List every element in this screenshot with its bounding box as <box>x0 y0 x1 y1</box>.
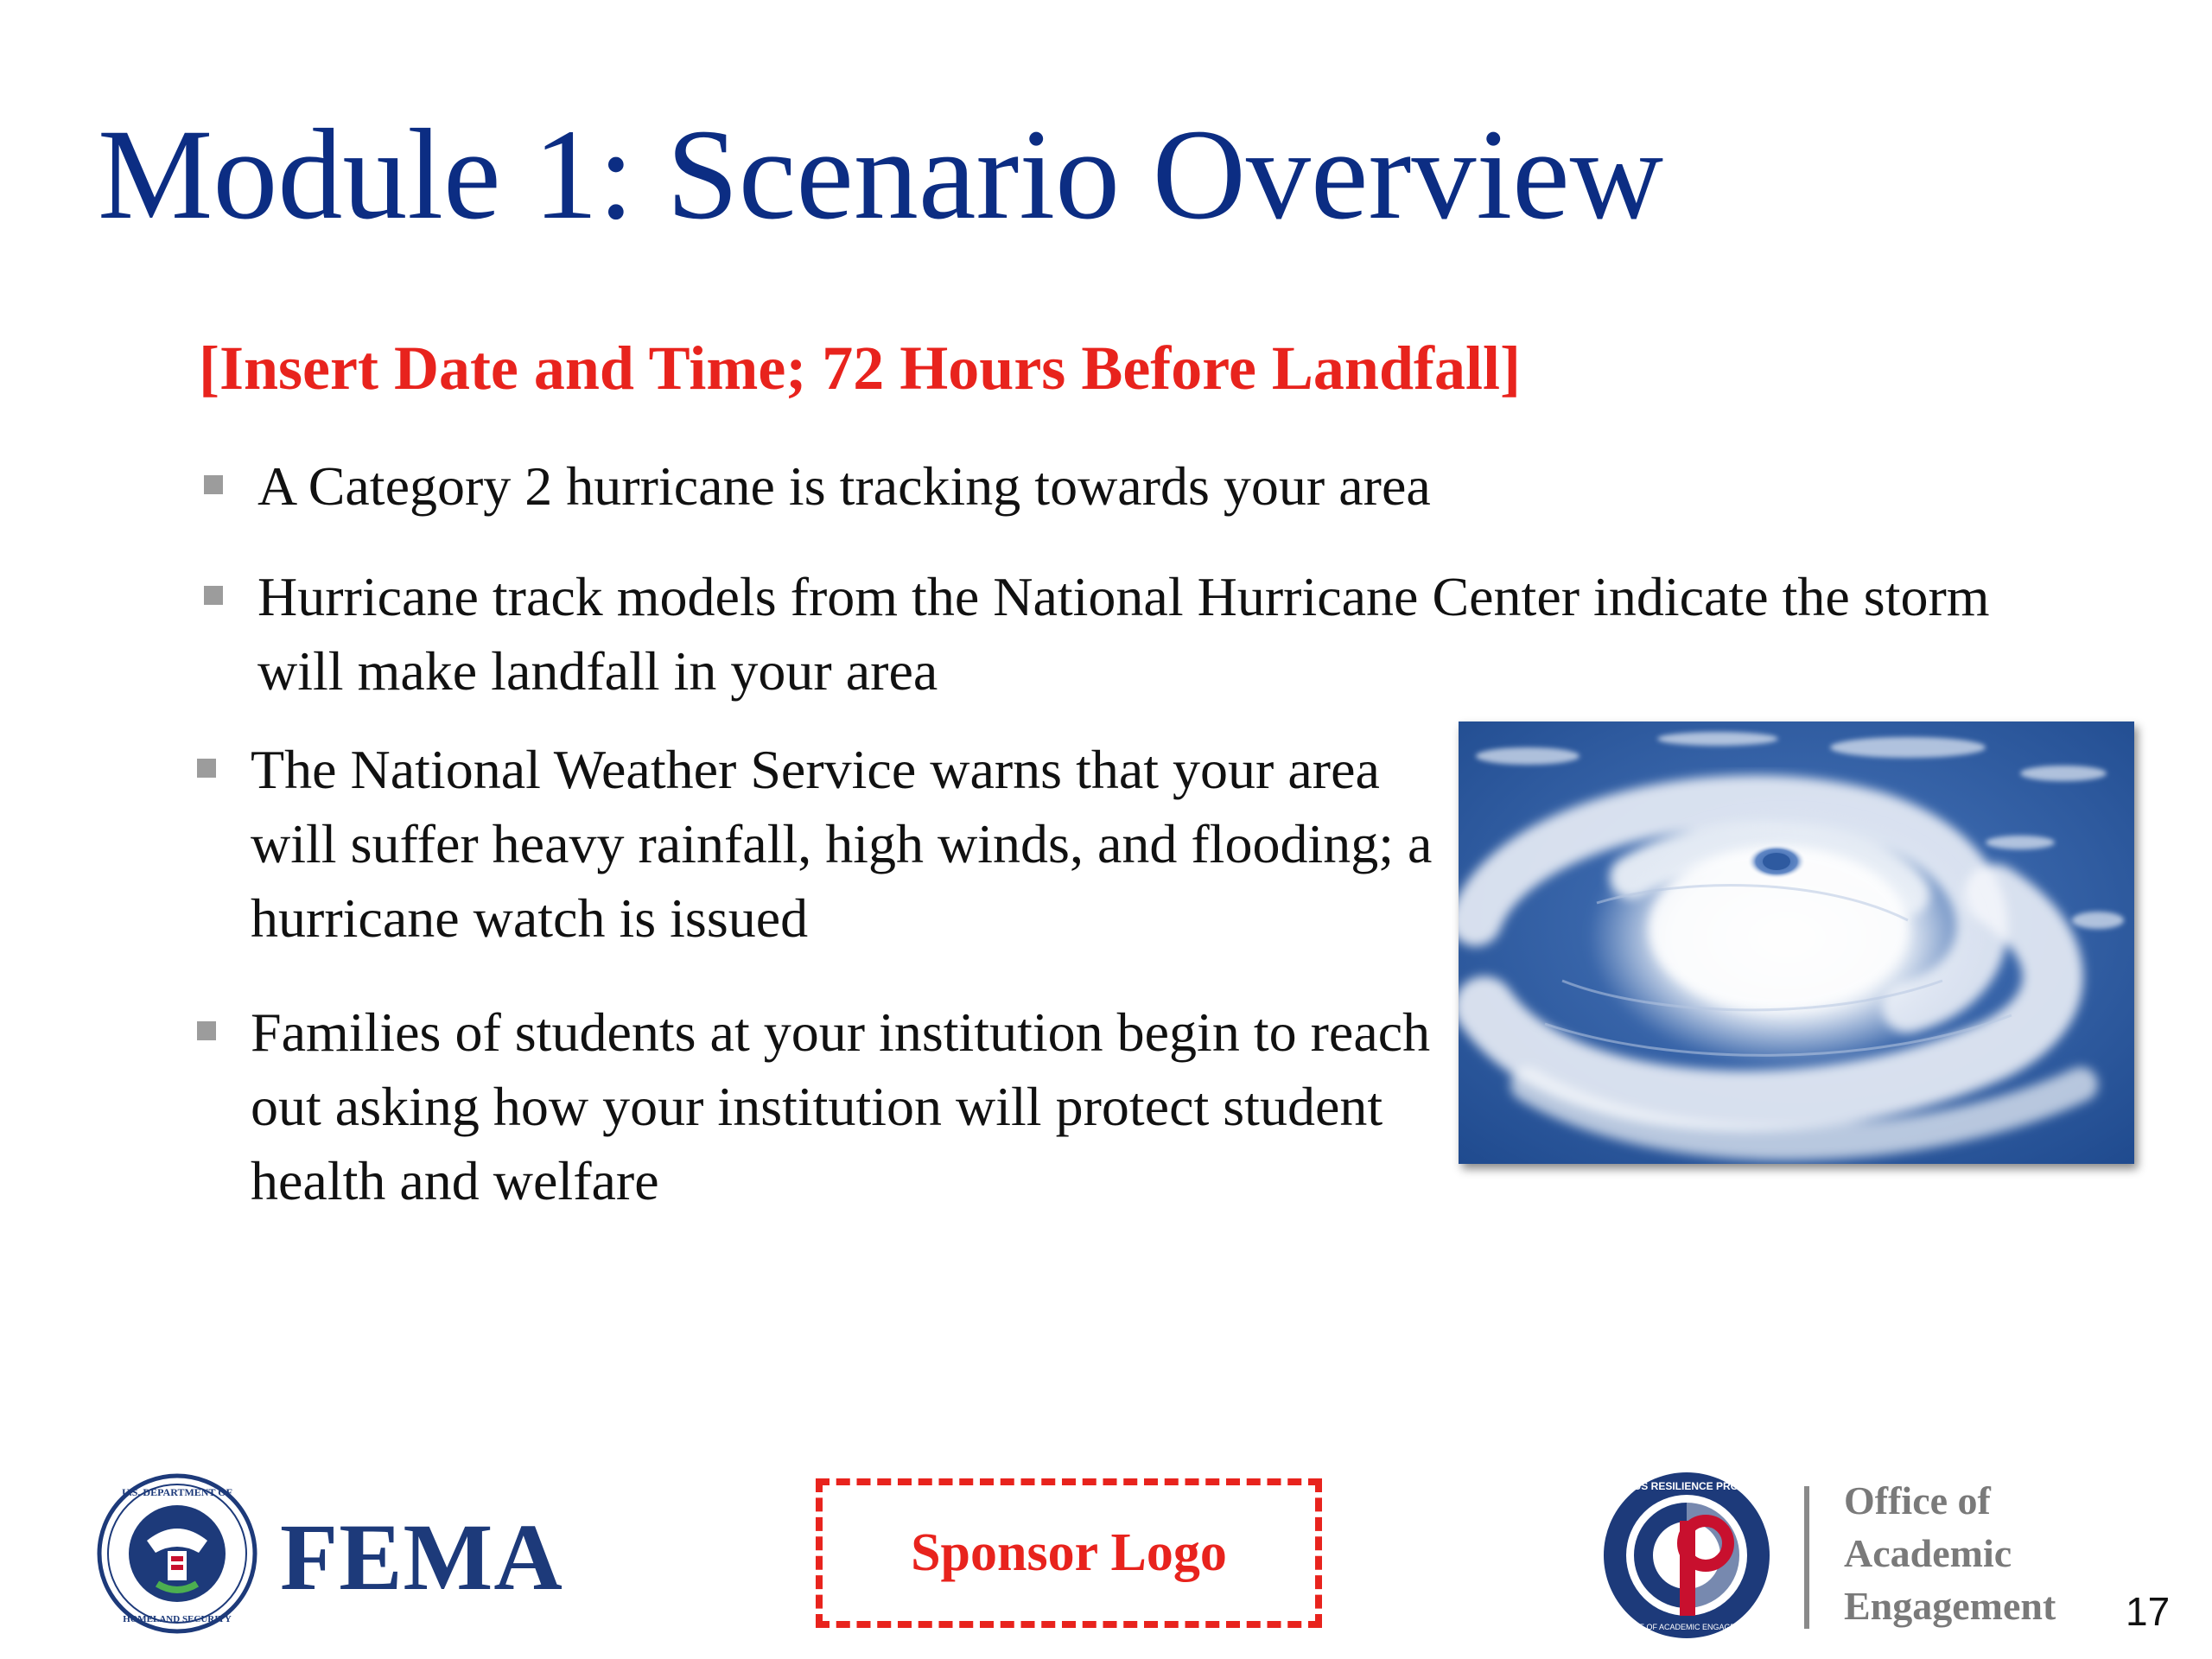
svg-text:OFFICE OF ACADEMIC ENGAGEMENT: OFFICE OF ACADEMIC ENGAGEMENT <box>1615 1623 1758 1631</box>
campus-resilience-seal-icon <box>1600 1469 1773 1642</box>
bullet-text: Families of students at your institution begin to reach out asking how your institution will protect student health and welfare <box>251 1001 1431 1211</box>
square-bullet-icon <box>197 1021 216 1040</box>
bullet-item <box>257 449 1986 524</box>
oae-line: Academic <box>1844 1531 2012 1575</box>
bullet-item <box>251 995 1443 1218</box>
svg-text:U.S. DEPARTMENT OF: U.S. DEPARTMENT OF <box>122 1486 232 1498</box>
oae-wordmark <box>1844 1474 2056 1632</box>
bullet-text: Hurricane track models from the National Hurricane Center indicate the storm will make landfall in your area <box>257 566 1990 702</box>
svg-text:HOMELAND SECURITY: HOMELAND SECURITY <box>123 1614 232 1624</box>
slide-title: Module 1: Scenario Overview <box>98 103 1664 246</box>
square-bullet-icon <box>204 586 223 605</box>
hurricane-satellite-image <box>1459 721 2134 1164</box>
dhs-seal-icon <box>97 1473 257 1634</box>
square-bullet-icon <box>197 759 216 778</box>
fema-wordmark: FEMA <box>280 1504 563 1610</box>
svg-text:CAMPUS RESILIENCE PROGRAM: CAMPUS RESILIENCE PROGRAM <box>1603 1480 1770 1492</box>
oae-logo <box>1600 1469 2084 1642</box>
logo-divider <box>1804 1486 1809 1629</box>
sponsor-logo-text: Sponsor Logo <box>911 1523 1227 1582</box>
bullet-item <box>251 733 1443 956</box>
square-bullet-icon <box>204 475 223 494</box>
page-number: 17 <box>2126 1589 2171 1634</box>
fema-logo <box>97 1473 563 1637</box>
slide-subtitle: [Insert Date and Time; 72 Hours Before Landfall] <box>199 334 1521 403</box>
bullet-text: The National Weather Service warns that your area will suffer heavy rainfall, high winds, and flooding; a hurricane watch is issued <box>251 739 1433 949</box>
bullet-text: A Category 2 hurricane is tracking towards your area <box>257 455 1431 517</box>
bullet-item <box>257 560 2072 709</box>
oae-line: Office of <box>1844 1478 1991 1522</box>
sponsor-logo-placeholder <box>816 1478 1322 1628</box>
oae-line: Engagement <box>1844 1584 2056 1628</box>
